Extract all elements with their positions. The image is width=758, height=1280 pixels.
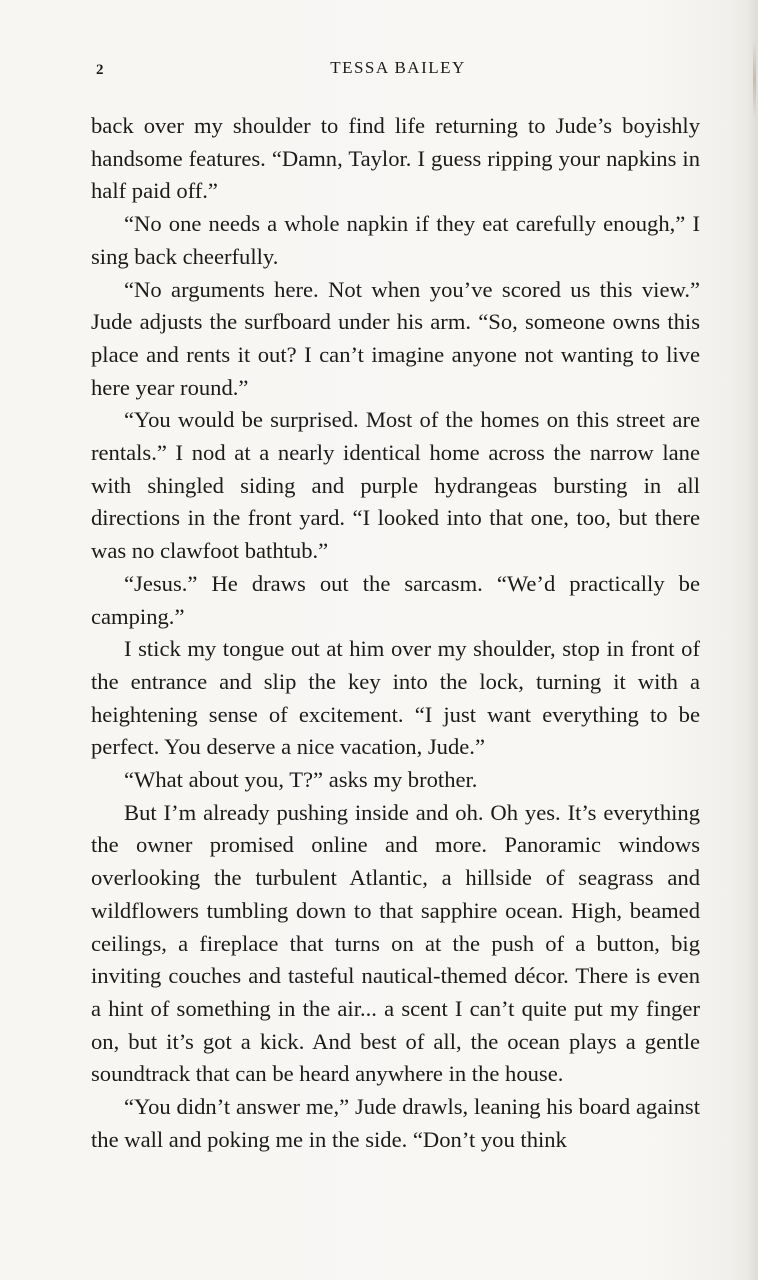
page-number: 2	[96, 62, 104, 78]
body-text	[91, 110, 700, 1157]
paragraph: But I’m already pushing inside and oh. Oh yes. It’s everything the owner promised online and more. Panoramic windows overlooking the turbulent Atlantic, a hillside of seagrass and wildflowers tumbling down to that sapphire ocean. High, beamed ceilings, a fireplace that turns on at the push of a button, big inviting couches and tasteful nautical-themed décor. There is even a hint of something in the air... a scent I can’t quite put my finger on, but it’s got a kick. And best of all, the ocean plays a gentle soundtrack that can be heard anywhere in the house.	[91, 799, 700, 1087]
paragraph: “Jesus.” He draws out the sarcasm. “We’d practically be camping.”	[91, 570, 700, 629]
paragraph: “No arguments here. Not when you’ve scored us this view.” Jude adjusts the surfboard under his arm. “So, someone owns this place and rents it out? I can’t imagine anyone not wanting to live here year round.”	[91, 276, 700, 400]
paragraph: back over my shoulder to find life returning to Jude’s boyishly handsome features. “Damn, Taylor. I guess ripping your napkins in half paid off.”	[91, 113, 700, 204]
paragraph: I stick my tongue out at him over my shoulder, stop in front of the entrance and slip the key into the lock, turning it with a heightening sense of excitement. “I just want everything to be perfect. You deserve a nice vacation, Jude.”	[91, 636, 700, 760]
page-edge-shadow	[746, 0, 758, 1280]
running-head-author: TESSA BAILEY	[330, 58, 466, 77]
paragraph: “No one needs a whole napkin if they eat carefully enough,” I sing back cheerfully.	[91, 211, 700, 269]
paragraph: “You didn’t answer me,” Jude drawls, leaning his board against the wall and poking me in the side. “Don’t you think	[91, 1094, 700, 1152]
paragraph: “You would be surprised. Most of the homes on this street are rentals.” I nod at a nearly identical home across the narrow lane with shingled siding and purple hydrangeas bursting in all directions in the front yard. “I looked into that one, too, but there was no clawfoot bathtub.”	[91, 407, 700, 564]
page-edge-mark	[753, 40, 756, 118]
page-header	[96, 58, 700, 86]
paragraph: “What about you, T?” asks my brother.	[124, 767, 478, 793]
